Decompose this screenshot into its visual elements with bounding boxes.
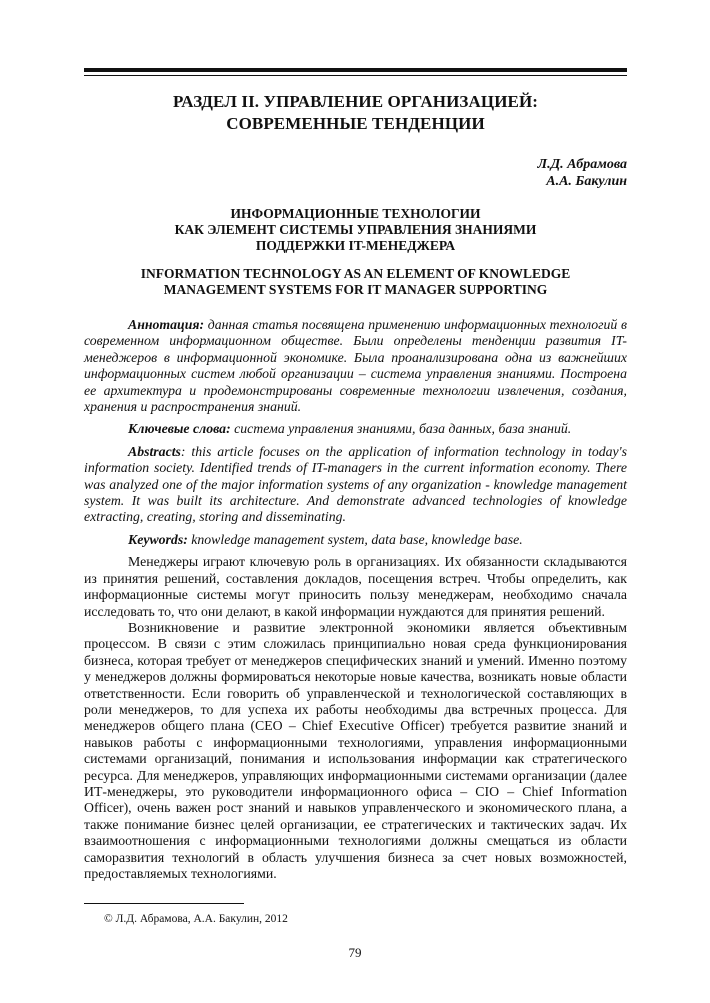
keywords-en-label: Keywords: — [128, 531, 188, 547]
author-name: Л.Д. Абрамова — [537, 157, 627, 172]
keywords-ru-paragraph — [84, 421, 627, 437]
page-number: 79 — [348, 945, 362, 960]
keywords-en-text: knowledge management system, data base, knowledge base. — [187, 531, 523, 547]
body-paragraph: Возникновение и развитие электронной экономики является объективным процессом. В связи с этим сложилась принципиально новая среда функционирования бизнеса, которая требует от менеджеров специфических знаний и умений. Именно поэтому у менеджеров должны формироваться некоторые новые качества, возникать новые области ответственности. Если говорить об управленческой и технологической составляющих в роли менеджеров, то для успеха их работы необходимы два встречных процесса. Для менеджеров общего плана (CEO – Chief Executive Officer) требуется развитие знаний и навыков работы с информационными технологиями, управления информационными системами организаций, понимания и использования информации как стратегического ресурса. Для менеджеров, управляющих информационными системами организации (далее ИТ-менеджеры, это руководители информационного офиса – CIO – Chief Information Officer), очень важен рост знаний и навыков управленческого и экономического плана, а также понимание бизнес целей организации, ее стратегических и тактических задач. Их взаимоотношения с информационными технологиями должны смещаться из области саморазвития технологий в область улучшения бизнеса за счет новых возможностей, предоставляемых технологиями. — [84, 619, 627, 881]
header-rule-thin — [84, 75, 627, 76]
title-line: КАК ЭЛЕМЕНТ СИСТЕМЫ УПРАВЛЕНИЯ ЗНАНИЯМИ — [174, 221, 537, 237]
section-heading-line: РАЗДЕЛ II. УПРАВЛЕНИЕ ОРГАНИЗАЦИЕЙ: — [172, 92, 539, 111]
article-body — [84, 317, 627, 882]
footnote-rule — [84, 903, 244, 904]
title-line: MANAGEMENT SYSTEMS FOR IT MANAGER SUPPORTING — [163, 281, 548, 297]
title-line: ИНФОРМАЦИОННЫЕ ТЕХНОЛОГИИ — [230, 206, 481, 221]
annotation-paragraph — [84, 317, 627, 415]
authors — [537, 156, 627, 190]
keywords-en-paragraph — [84, 532, 627, 548]
annotation-text: данная статья посвящена применению информационных технологий в современном информационном обществе. Были определены тенденции развития IT-менеджеров в информационной экономике. Была проанализирована одна из важнейших информационных систем любой организации – система управления знаниями. Построена ее архитектура и продемонстрированы современные технологии извлечения, создания, хранения и распространения знаний. — [84, 317, 627, 415]
abstract-en-paragraph — [84, 444, 627, 526]
article-title-ru — [84, 206, 627, 253]
article-title-en — [84, 266, 627, 298]
section-heading-line: СОВРЕМЕННЫЕ ТЕНДЕНЦИИ — [226, 114, 485, 133]
header-rule-thick — [84, 68, 627, 72]
author-name: А.А. Бакулин — [546, 174, 627, 189]
title-line: INFORMATION TECHNOLOGY AS AN ELEMENT OF KNOWLEDGE — [140, 266, 571, 281]
section-heading — [84, 91, 627, 135]
keywords-ru-text: система управления знаниями, база данных, база знаний. — [230, 421, 572, 437]
body-paragraph: Менеджеры играют ключевую роль в организациях. Их обязанности складываются из принятия решений, составления докладов, посещения встреч. Чтобы определить, как информационные системы могут приносить пользу менеджерам, необходимо сначала исследовать то, что они делают, в какой информации нуждаются для принятия решений. — [84, 554, 627, 619]
copyright-footnote: © Л.Д. Абрамова, А.А. Бакулин, 2012 — [104, 913, 288, 925]
keywords-ru-label: Ключевые слова: — [128, 421, 231, 437]
abstract-en-text: : this article focuses on the application of information technology in today's information society. Identified trends of IT-managers in the current information economy. There was analyzed one of the major information systems of any organization - knowledge management system. It was built its architecture. And demonstrate advanced technologies of knowledge extracting, creating, storing and disseminating. — [84, 443, 627, 525]
title-line: ПОДДЕРЖКИ IT-МЕНЕДЖЕРА — [255, 237, 456, 253]
annotation-label: Аннотация: — [128, 317, 205, 332]
abstract-en-label: Abstracts — [128, 443, 181, 459]
